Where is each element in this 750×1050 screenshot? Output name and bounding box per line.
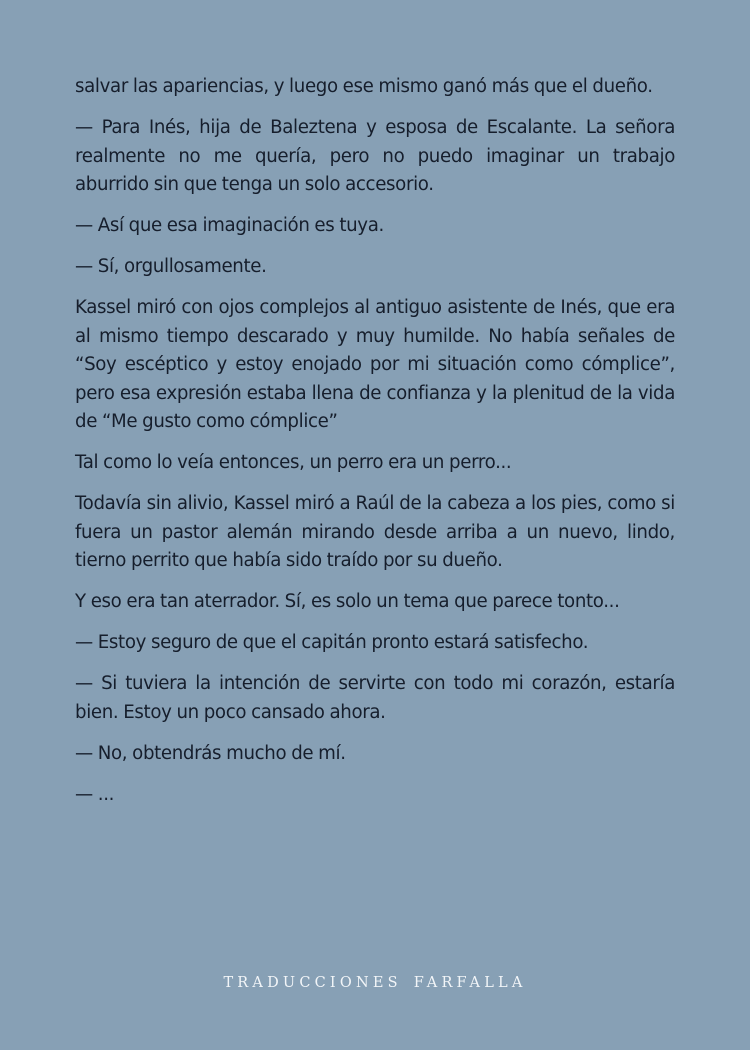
paragraph: — ...	[75, 783, 115, 805]
paragraph: salvar las apariencias, y luego ese mismo ganó más que el dueño.	[75, 76, 653, 97]
paragraph: Todavía sin alivio, Kassel miró a Raúl de la cabeza a los pies, como si fuera un pastor alemán mirando desde arriba a un nuevo, lindo, tierno perrito que había sido traído por su dueño.	[75, 493, 675, 571]
paragraph: — No, obtendrás mucho de mí.	[75, 742, 346, 764]
paragraph: — Sí, orgullosamente.	[75, 256, 267, 277]
paragraph: Tal como lo veía entonces, un perro era un perro...	[75, 452, 512, 473]
paragraph: Y eso era tan aterrador. Sí, es solo un tema que parece tonto...	[75, 591, 620, 612]
paragraph: — Si tuviera la intención de servirte con todo mi corazón, estaría bien. Estoy un poco cansado ahora.	[75, 673, 675, 723]
footer-word-traducciones: TRADUCCIONES	[223, 975, 402, 991]
footer-watermark	[0, 975, 750, 991]
paragraph: Kassel miró con ojos complejos al antiguo asistente de Inés, que era al mismo tiempo descarado y muy humilde. No había señales de “Soy escéptico y estoy enojado por mi situación como cómplice”, pero esa expresión estaba llena de confianza y la plenitud de la vida de “Me gusto como cómplice”	[75, 297, 675, 432]
paragraph: — Estoy seguro de que el capitán pronto estará satisfecho.	[75, 632, 589, 653]
paragraph: — Así que esa imaginación es tuya.	[75, 215, 384, 236]
page-body	[75, 73, 675, 822]
paragraph: — Para Inés, hija de Baleztena y esposa de Escalante. La señora realmente no me quería, pero no puedo imaginar un trabajo aburrido sin que tenga un solo accesorio.	[75, 117, 675, 195]
footer-word-farfalla: FARFALLA	[413, 975, 527, 991]
